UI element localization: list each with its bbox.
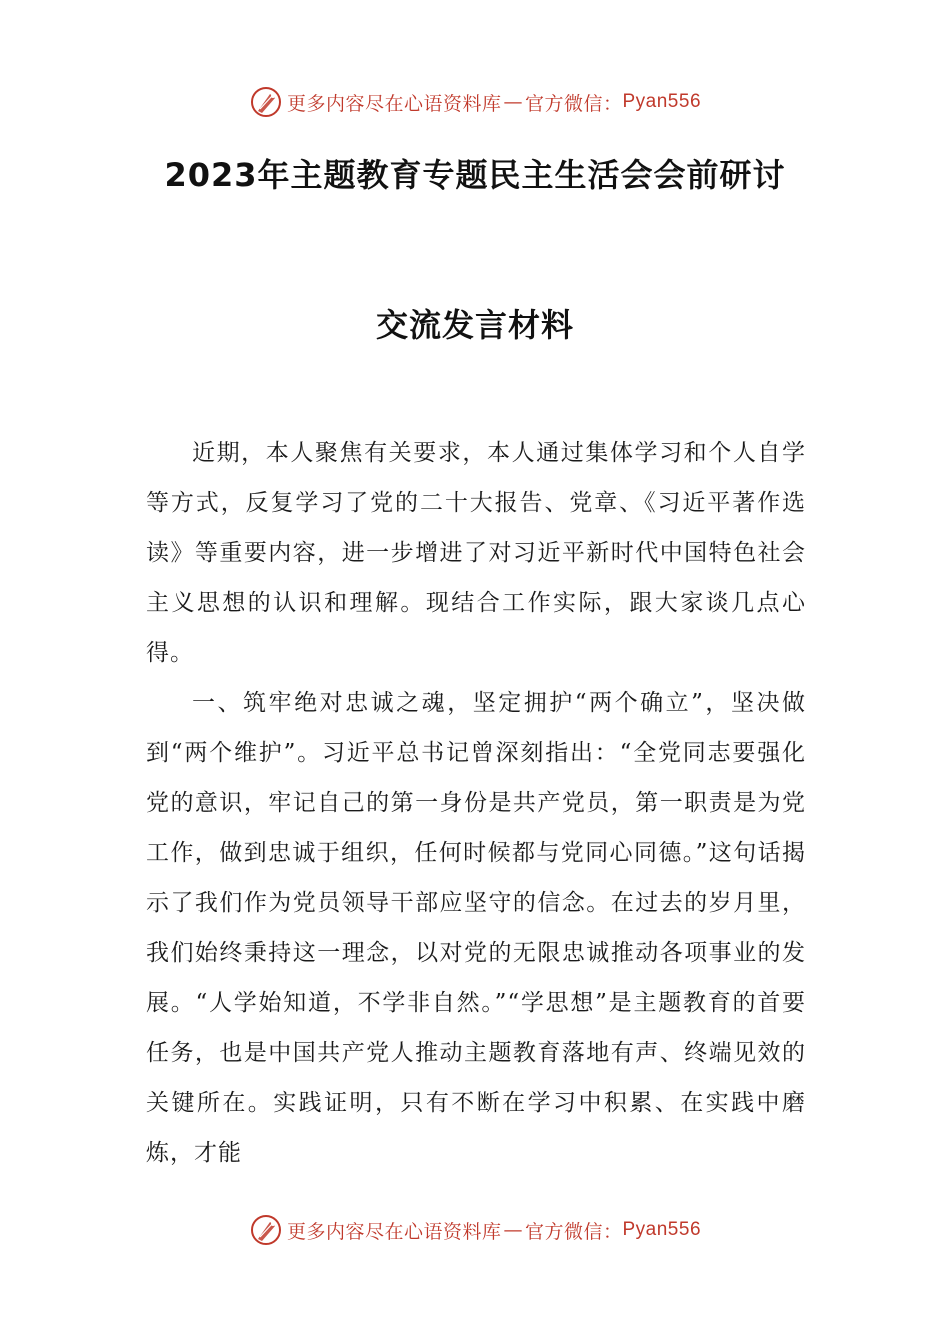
watermark-separator: — xyxy=(503,1219,523,1241)
watermark-separator: — xyxy=(503,91,523,113)
document-title-line-1: 2023年主题教育专题民主生活会会前研讨 xyxy=(164,156,786,194)
footer-watermark xyxy=(0,1210,950,1250)
header-watermark xyxy=(0,82,950,122)
document-title-line-2: 交流发言材料 xyxy=(375,306,574,344)
watermark-prefix: 更多内容尽在心语资料库 xyxy=(286,92,502,115)
watermark-label: 官方微信： xyxy=(524,92,623,115)
watermark-handle: Pyan556 xyxy=(622,91,702,112)
watermark-label: 官方微信： xyxy=(524,1220,623,1243)
pen-nib-icon xyxy=(249,1213,283,1247)
watermark-prefix: 更多内容尽在心语资料库 xyxy=(286,1220,502,1243)
paragraph-intro: 近期，本人聚焦有关要求，本人通过集体学习和个人自学等方式，反复学习了党的二十大报告、党章、《习近平著作选读》等重要内容，进一步增进了对习近平新时代中国特色社会主义思想的认识和理解。现结合工作实际，跟大家谈几点心得。 xyxy=(146,440,806,666)
watermark-handle: Pyan556 xyxy=(622,1219,702,1240)
pen-nib-icon xyxy=(249,85,283,119)
document-body xyxy=(146,428,806,1178)
paragraph-section-one: 一、筑牢绝对忠诚之魂，坚定拥护“两个确立”，坚决做到“两个维护”。习近平总书记曾深刻指出：“全党同志要强化党的意识，牢记自己的第一身份是共产党员，第一职责是为党工作，做到忠诚于组织，任何时候都与党同心同德。”这句话揭示了我们作为党员领导干部应坚守的信念。在过去的岁月里，我们始终秉持这一理念，以对党的无限忠诚推动各项事业的发展。“人学始知道，不学非自然。”“学思想”是主题教育的首要任务，也是中国共产党人推动主题教育落地有声、终端见效的关键所在。实践证明，只有不断在学习中积累、在实践中磨炼，才能 xyxy=(146,690,806,1166)
